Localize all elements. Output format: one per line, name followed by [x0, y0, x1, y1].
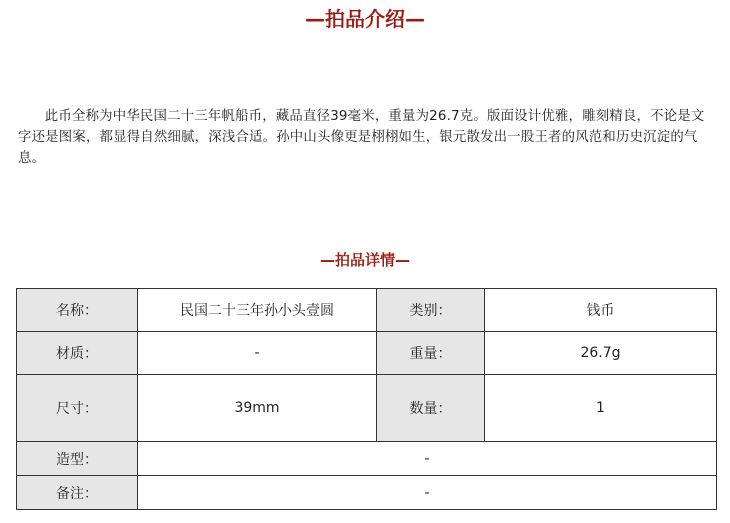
material-label: 材质：: [17, 332, 138, 375]
name-value: 民国二十三年孙小头壹圆: [138, 289, 377, 332]
category-value: 钱币: [485, 289, 717, 332]
category-label: 类别：: [377, 289, 485, 332]
name-label: 名称：: [17, 289, 138, 332]
weight-value: 26.7g: [485, 332, 717, 375]
table-row-name: [17, 289, 717, 332]
size-value: 39mm: [138, 375, 377, 442]
table-row-size: [17, 375, 717, 442]
quantity-value: 1: [485, 375, 717, 442]
quantity-label: 数量：: [377, 375, 485, 442]
remarks-label: 备注：: [17, 476, 138, 510]
remarks-value: -: [138, 476, 717, 510]
material-value: -: [138, 332, 377, 375]
table-row-shape: [17, 442, 717, 476]
shape-label: 造型：: [17, 442, 138, 476]
item-description: 此币全称为中华民国二十三年帆船币，藏品直径39毫米，重量为26.7克。版面设计优雅，雕刻精良，不论是文字还是图案，都显得自然细腻，深浅合适。孙中山头像更是栩栩如生，银元散发出一股王者的风范和历史沉淀的气息。: [18, 109, 705, 166]
intro-section-title: —拍品介绍—: [305, 7, 425, 31]
weight-label: 重量：: [377, 332, 485, 375]
size-label: 尺寸：: [17, 375, 138, 442]
details-section-title: —拍品详情—: [319, 251, 410, 269]
shape-value: -: [138, 442, 717, 476]
table-row-remarks: [17, 476, 717, 510]
table-row-material: [17, 332, 717, 375]
item-details-table: [16, 288, 717, 510]
